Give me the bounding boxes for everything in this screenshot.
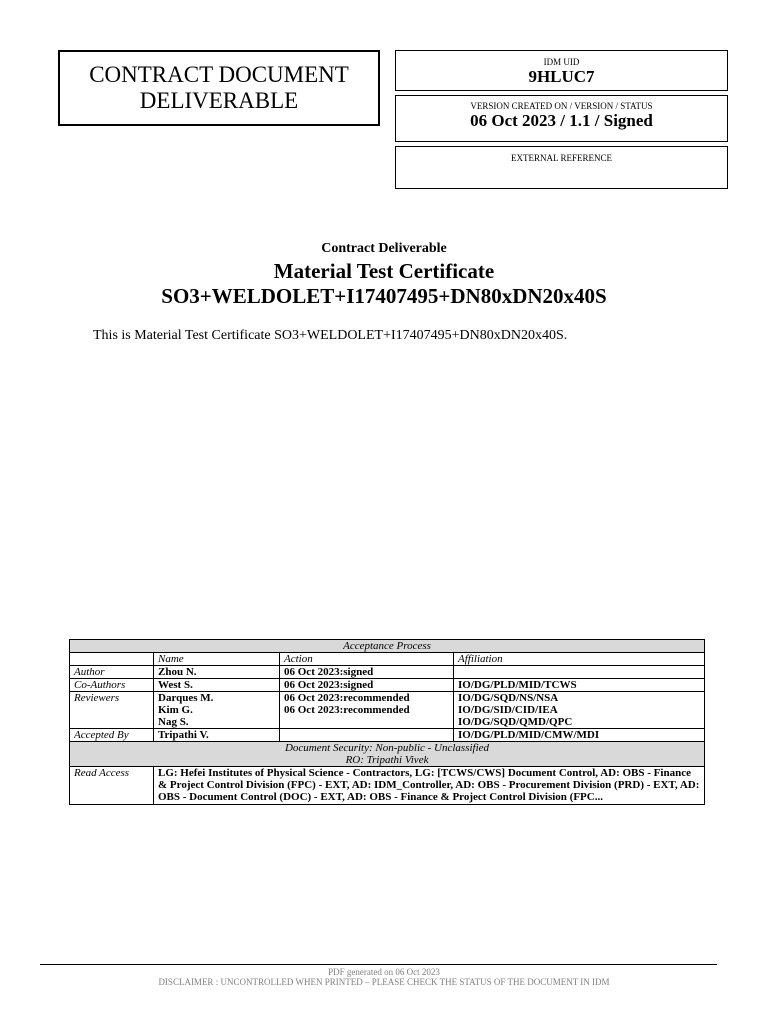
author-affiliation — [454, 666, 705, 679]
reviewer-actions — [280, 692, 454, 729]
reviewer-name: Nag S. — [158, 716, 189, 728]
table-row — [70, 742, 705, 767]
version-box — [395, 95, 728, 142]
page-footer — [0, 967, 768, 987]
document-code: SO3+WELDOLET+I17407495+DN80xDN20x40S — [161, 284, 607, 308]
pdf-generated-text: PDF generated on 06 Oct 2023 — [328, 967, 440, 977]
reviewer-affiliation: IO/DG/SID/CID/IEA — [458, 704, 558, 716]
external-reference-label: EXTERNAL REFERENCE — [511, 153, 612, 163]
role-coauthors: Co-Authors — [70, 679, 154, 692]
author-name: Zhou N. — [154, 666, 280, 679]
contract-document-box — [58, 50, 380, 126]
contract-line-2: DELIVERABLE — [139, 88, 299, 113]
document-security — [70, 742, 705, 767]
table-row — [70, 666, 705, 679]
security-classification: Document Security: Non-public - Unclassified — [284, 742, 490, 754]
column-header-action: Action — [280, 653, 454, 666]
idm-uid-value: 9HLUC7 — [528, 67, 595, 86]
document-subtitle: Contract Deliverable — [321, 241, 447, 256]
reviewer-name: Darques M. — [158, 692, 214, 704]
column-header-affiliation: Affiliation — [454, 653, 705, 666]
table-row — [70, 692, 705, 729]
coauthor-affiliation: IO/DG/PLD/MID/TCWS — [454, 679, 705, 692]
acceptance-process-table — [69, 639, 705, 805]
reviewer-names — [154, 692, 280, 729]
coauthor-name: West S. — [154, 679, 280, 692]
accepted-action — [280, 729, 454, 742]
version-value: 06 Oct 2023 / 1.1 / Signed — [470, 111, 653, 130]
idm-uid-box — [395, 50, 728, 91]
read-access-value: LG: Hefei Institutes of Physical Science - Contractors, LG: [TCWS/CWS] Document Control, AD: OBS - Finance & Project Control Division (FPC) - EXT, AD: IDM_Controller, AD: OBS - Procurement Division (PRD) - EXT, AD: OBS - Document Control (DOC) - EXT, AD: OBS - Finance & Project Control Division (FPC... — [154, 767, 705, 805]
disclaimer-text: DISCLAIMER : UNCONTROLLED WHEN PRINTED – PLEASE CHECK THE STATUS OF THE DOCUMENT IN IDM — [158, 977, 610, 987]
role-reviewers: Reviewers — [70, 692, 154, 729]
read-access-label: Read Access — [70, 767, 154, 805]
idm-uid-label: IDM UID — [543, 57, 580, 67]
contract-line-1: CONTRACT DOCUMENT — [89, 62, 349, 87]
author-action: 06 Oct 2023:signed — [280, 666, 454, 679]
accepted-affiliation: IO/DG/PLD/MID/CMW/MDI — [454, 729, 705, 742]
reviewer-affiliations — [454, 692, 705, 729]
role-accepted-by: Accepted By — [70, 729, 154, 742]
footer-divider — [40, 964, 717, 965]
acceptance-heading: Acceptance Process — [70, 640, 705, 653]
reviewer-affiliation: IO/DG/SQD/NS/NSA — [458, 692, 559, 704]
table-row — [70, 653, 705, 666]
external-reference-box — [395, 146, 728, 189]
reviewer-action: 06 Oct 2023:recommended — [284, 692, 410, 704]
version-label: VERSION CREATED ON / VERSION / STATUS — [470, 101, 653, 111]
table-row — [70, 640, 705, 653]
role-author: Author — [70, 666, 154, 679]
reviewer-affiliation: IO/DG/SQD/QMD/QPC — [458, 716, 573, 728]
column-header-name: Name — [154, 653, 280, 666]
document-description: This is Material Test Certificate SO3+WELDOLET+I17407495+DN80xDN20x40S. — [93, 328, 568, 343]
coauthor-action: 06 Oct 2023:signed — [280, 679, 454, 692]
responsible-officer: RO: Tripathi Vivek — [345, 754, 429, 766]
reviewer-name: Kim G. — [158, 704, 193, 716]
table-row — [70, 679, 705, 692]
table-row — [70, 767, 705, 805]
accepted-name: Tripathi V. — [154, 729, 280, 742]
reviewer-action: 06 Oct 2023:recommended — [284, 704, 410, 716]
document-title: Material Test Certificate — [273, 259, 495, 283]
table-cell — [70, 653, 154, 666]
table-row — [70, 729, 705, 742]
